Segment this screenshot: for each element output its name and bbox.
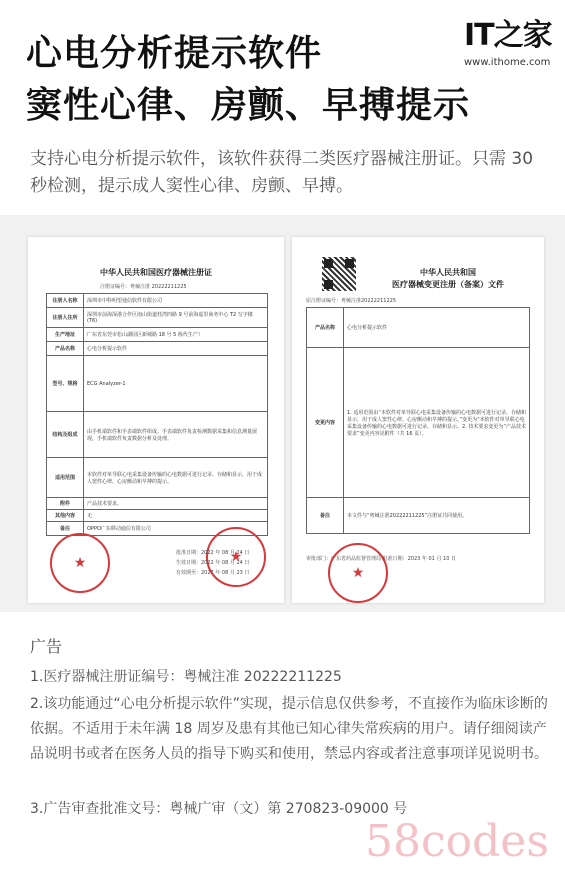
issue-date: 批准日期：2022 年 08 月 24 日 xyxy=(176,550,250,556)
headline-line-2: 窦性心律、房颤、早搏提示 xyxy=(26,85,471,126)
table-row xyxy=(47,356,268,412)
ithome-logo[interactable] xyxy=(464,10,556,72)
table-row xyxy=(307,348,530,498)
row-label: 注册人住所 xyxy=(47,308,84,328)
official-seal xyxy=(50,533,110,593)
row-label: 备注 xyxy=(47,522,84,536)
certificate-title: 中华人民共和国医疗器械注册证 xyxy=(100,268,212,277)
qr-code-icon xyxy=(322,257,356,291)
row-value: 深圳市中科明望通信软件有限公司 xyxy=(84,294,268,308)
row-value: 心电分析提示软件 xyxy=(344,308,530,348)
document-reg-no: 原注册证编号：粤械注准20222211225 xyxy=(306,298,396,304)
certificate-table xyxy=(46,293,268,536)
document-title-line-1: 中华人民共和国 xyxy=(420,268,476,277)
row-label: 备注 xyxy=(307,498,344,534)
row-value: 心电分析提示软件 xyxy=(84,342,268,356)
certificate-reg-no: 注册证编号：粤械注准 20222211225 xyxy=(100,284,187,290)
table-row xyxy=(47,342,268,356)
row-value: 无 xyxy=(84,510,268,522)
table-row xyxy=(307,308,530,348)
official-seal xyxy=(206,527,266,587)
logo-mark xyxy=(464,10,556,54)
row-label: 产品名称 xyxy=(47,342,84,356)
expiry-date: 有效期至：2027 年 08 月 23 日 xyxy=(176,570,250,576)
row-value: 产品技术要求。 xyxy=(84,498,268,510)
ad-line-3: 3.广告审查批准文号：粤械广审（文）第 270823-09000 号 xyxy=(30,801,408,817)
headline-line-1: 心电分析提示软件 xyxy=(26,33,323,74)
headline xyxy=(26,28,470,132)
row-label: 结构及组成 xyxy=(47,412,84,458)
logo-url: www.ithome.com xyxy=(464,57,551,68)
row-label: 其他内容 xyxy=(47,510,84,522)
row-label: 产品名称 xyxy=(307,308,344,348)
change-registration-document xyxy=(292,237,544,603)
ad-heading: 广告 xyxy=(30,637,63,656)
row-value: 广东省东莞市松山湖园区新城路 18 号 5 栋代生产） xyxy=(84,328,268,342)
table-row xyxy=(47,510,268,522)
row-label: 适用范围 xyxy=(47,458,84,498)
table-row xyxy=(47,412,268,458)
official-seal xyxy=(328,543,388,603)
row-label: 变更内容 xyxy=(307,348,344,498)
logo-text: IT之家 xyxy=(464,18,552,53)
table-row xyxy=(47,308,268,328)
certificate-panel xyxy=(0,215,565,612)
table-row xyxy=(47,294,268,308)
row-value: 深圳市前海深港合作区南山街道桂湾四路 9 号前海嘉里商务中心 T2 写字楼 (T6) xyxy=(84,308,268,328)
row-label: 生产地址 xyxy=(47,328,84,342)
approval-line: 审批部门：广东省药品监督管理局 批准日期：2023 年 01 月 10 日 xyxy=(306,556,456,562)
row-value: 1. 适用范围由“本软件对单导联心电采集设备传输的心电数据可进行记录、存储和显示，用于成人窦性心律、心房颤动和早搏的提示。”变更为“本软件对单导联心电采集设备传输的心电数据可进行记录、存储和显示。2. 技术要求变更为“产品技术要求”变更内容见附件（共 16 页）。 xyxy=(344,348,530,498)
table-row xyxy=(307,498,530,534)
effective-date: 生效日期：2022 年 08 月 24 日 xyxy=(176,560,250,566)
registration-certificate xyxy=(28,237,284,603)
ad-line-1: 1.医疗器械注册证编号：粤械注准 20222211225 xyxy=(30,669,342,685)
row-label: 注册人名称 xyxy=(47,294,84,308)
watermark: 58codes xyxy=(365,816,549,867)
table-row xyxy=(47,498,268,510)
table-row xyxy=(47,458,268,498)
row-value: 本文件与“粤械注准20222211225”注册证共同使用。 xyxy=(344,498,530,534)
row-label: 附件 xyxy=(47,498,84,510)
row-value: 本软件对单导联心电采集设备传输的心电数据可进行记录、存储和显示，用于成人窦性心律、心房颤动和早搏的提示。 xyxy=(84,458,268,498)
row-label: 型号、规格 xyxy=(47,356,84,412)
row-value: OPPO广东移动通信有限公司 xyxy=(84,522,268,536)
row-value: 由手机端软件和手表端软件组成。手表端软件负责检测数据采集和信息测量展现，手机端软件负责数据分析及处理。 xyxy=(84,412,268,458)
row-value: ECG Analyzer-1 xyxy=(84,356,268,412)
change-table xyxy=(306,307,530,534)
table-row xyxy=(47,328,268,342)
document-title-line-2: 医疗器械变更注册（备案）文件 xyxy=(392,280,504,289)
intro-text: 支持心电分析提示软件，该软件获得二类医疗器械注册证。只需 30 秒检测，提示成人窦性心律、房颤、早搏。 xyxy=(30,149,534,196)
ad-line-2: 2.该功能通过“心电分析提示软件”实现，提示信息仅供参考，不直接作为临床诊断的依据。不适用于未年满 18 周岁及患有其他已知心律失常疾病的用户。请仔细阅读产品说明书或者在医务人员的指导下购买和使用，禁忌内容或者注意事项详见说明书。 xyxy=(30,696,548,762)
